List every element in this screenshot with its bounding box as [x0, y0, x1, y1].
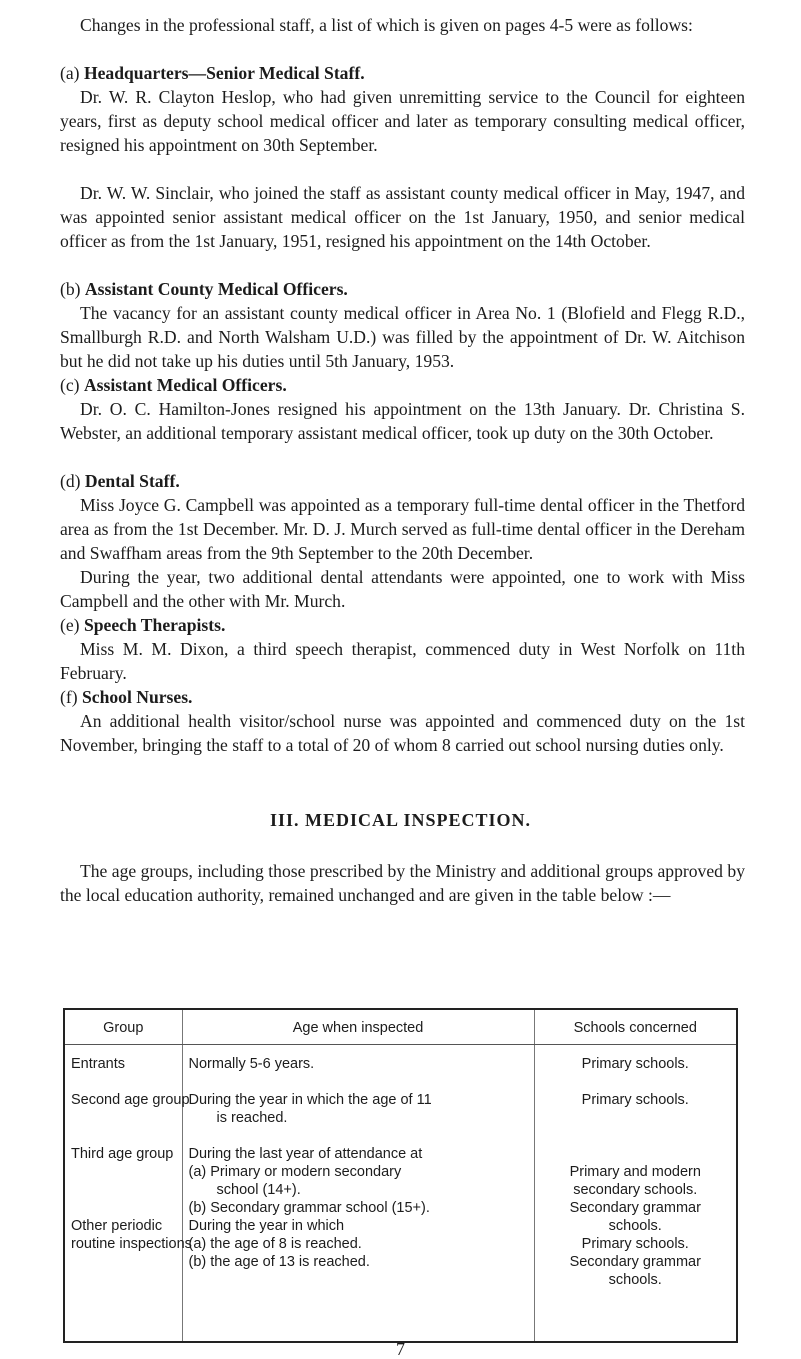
group-lines: [65, 1045, 192, 1289]
table-line: [541, 1073, 731, 1091]
paragraph-dental-attendants: During the year, two additional dental attendants were appointed, one to work with Miss Campbell and the other with Mr. Murch.: [60, 567, 745, 611]
table-line: [71, 1127, 176, 1145]
header-age: Age when inspected: [182, 1009, 534, 1045]
section-title: Assistant Medical Officers.: [83, 375, 287, 395]
paragraph-dixon: Miss M. M. Dixon, a third speech therapist, commenced duty in West Norfolk on 11th February.: [60, 639, 745, 683]
section-marker: (c): [60, 375, 80, 395]
table-line: [71, 1073, 176, 1091]
table-line: Second age group: [71, 1092, 190, 1108]
section-heading-nurses: [60, 685, 192, 709]
section-heading-assistant-medical: [60, 373, 287, 397]
table-line: [541, 1145, 731, 1163]
table-line: (b) the age of 13 is reached.: [188, 1254, 370, 1270]
schools-column: [534, 1045, 737, 1343]
section-title: School Nurses.: [81, 687, 193, 707]
section-heading-dental: [60, 469, 180, 493]
table-line: Primary schools.: [581, 1236, 689, 1252]
header-schools: Schools concerned: [534, 1009, 737, 1045]
paragraph-school-nurse: An additional health visitor/school nurse was appointed and commenced duty on the 1st November, bringing the staff to a total of 20 of whom 8 carried out school nursing duties only.: [60, 711, 745, 755]
section-heading-speech: [60, 613, 225, 637]
paragraph-vacancy: The vacancy for an assistant county medical officer in Area No. 1 (Blofield and Flegg R.D., Smallburgh R.D. and North Walsham U.D.) was filled by the appointment of Dr. W. Aitchison but he did not take up his duties until 5th January, 1953.: [60, 303, 745, 371]
table-line: schools.: [608, 1272, 662, 1288]
intro-paragraph: Changes in the professional staff, a list of which is given on pages 4-5 were as follows:: [80, 15, 693, 35]
table-line: is reached.: [216, 1110, 288, 1126]
table-line: Primary schools.: [581, 1092, 689, 1108]
table-line: Entrants: [71, 1056, 125, 1072]
age-column: [182, 1045, 534, 1343]
page-number: 7: [396, 1339, 405, 1359]
paragraph-hamilton-jones: Dr. O. C. Hamilton-Jones resigned his appointment on the 13th January. Dr. Christina S. Webster, an additional temporary assistant medical officer, took up duty on the 30th October.: [60, 399, 745, 443]
paragraph-heslop: Dr. W. R. Clayton Heslop, who had given unremitting service to the Council for eighteen years, first as deputy school medical officer and later as temporary consulting medical officer, resigned his appointment on 30th September.: [60, 87, 745, 155]
table-line: Secondary grammar: [569, 1200, 701, 1216]
section-title: Speech Therapists.: [83, 615, 226, 635]
table-line: [541, 1127, 731, 1145]
table-line: Secondary grammar: [569, 1254, 701, 1270]
table-line: [71, 1271, 176, 1289]
table-body-row: [64, 1045, 737, 1343]
table-line: school (14+).: [216, 1182, 301, 1198]
section-title: Headquarters—Senior Medical Staff.: [83, 63, 365, 83]
table-line: [71, 1253, 176, 1271]
table-header-row: [64, 1009, 737, 1045]
table-line: [71, 1109, 176, 1127]
table-line: Third age group: [71, 1146, 174, 1162]
table-line: (b) Secondary grammar school (15+).: [188, 1200, 430, 1216]
age-lines: [183, 1045, 534, 1289]
section-marker: (a): [60, 63, 80, 83]
header-group: Group: [64, 1009, 182, 1045]
section-title: Dental Staff.: [84, 471, 180, 491]
group-column: [64, 1045, 192, 1343]
section-marker: (b): [60, 279, 81, 299]
table-line: [189, 1127, 528, 1145]
table-line: [189, 1073, 528, 1091]
school-lines: [535, 1045, 737, 1289]
table-line: During the year in which the age of 11: [188, 1092, 432, 1108]
table-line: [71, 1199, 176, 1217]
section-heading-assistant-county: [60, 277, 348, 301]
section-marker: (d): [60, 471, 81, 491]
table-line: (a) Primary or modern secondary: [188, 1164, 402, 1180]
table-line: Primary schools.: [581, 1056, 689, 1072]
table-line: Primary and modern: [569, 1164, 701, 1180]
section-marker: (f): [60, 687, 78, 707]
table-line: (a) the age of 8 is reached.: [188, 1236, 362, 1252]
paragraph-sinclair: Dr. W. W. Sinclair, who joined the staff as assistant county medical officer in May, 1947, and was appointed senior assistant medical officer on the 1st January, 1950, and senior medical officer as from the 1st January, 1951, resigned his appointment on the 14th October.: [60, 183, 745, 251]
table-line: [189, 1271, 528, 1289]
paragraph-campbell: Miss Joyce G. Campbell was appointed as a temporary full-time dental officer in the Thetford area as from the 1st December. Mr. D. J. Murch served as full-time dental officer in the Dereham and Swaffham areas from the 9th September to the 20th December.: [60, 495, 745, 563]
table-line: During the last year of attendance at: [188, 1146, 423, 1162]
section-title: Assistant County Medical Officers.: [84, 279, 348, 299]
section-heading-headquarters: [60, 61, 365, 85]
table-line: routine inspections: [71, 1236, 192, 1252]
table-line: Normally 5-6 years.: [188, 1056, 315, 1072]
table-line: [71, 1181, 176, 1199]
age-groups-table: [63, 1008, 738, 1343]
table-line: During the year in which: [188, 1218, 345, 1234]
section-title-medical-inspection: III. MEDICAL INSPECTION.: [269, 810, 532, 830]
table-line: Other periodic: [71, 1218, 163, 1234]
paragraph-age-groups: The age groups, including those prescribed by the Ministry and additional groups approved by the local education authority, remained unchanged and are given in the table below :—: [60, 861, 745, 905]
table-line: secondary schools.: [573, 1182, 698, 1198]
table-line: schools.: [608, 1218, 662, 1234]
table-line: [541, 1109, 731, 1127]
table-line: [71, 1163, 176, 1181]
section-marker: (e): [60, 615, 80, 635]
